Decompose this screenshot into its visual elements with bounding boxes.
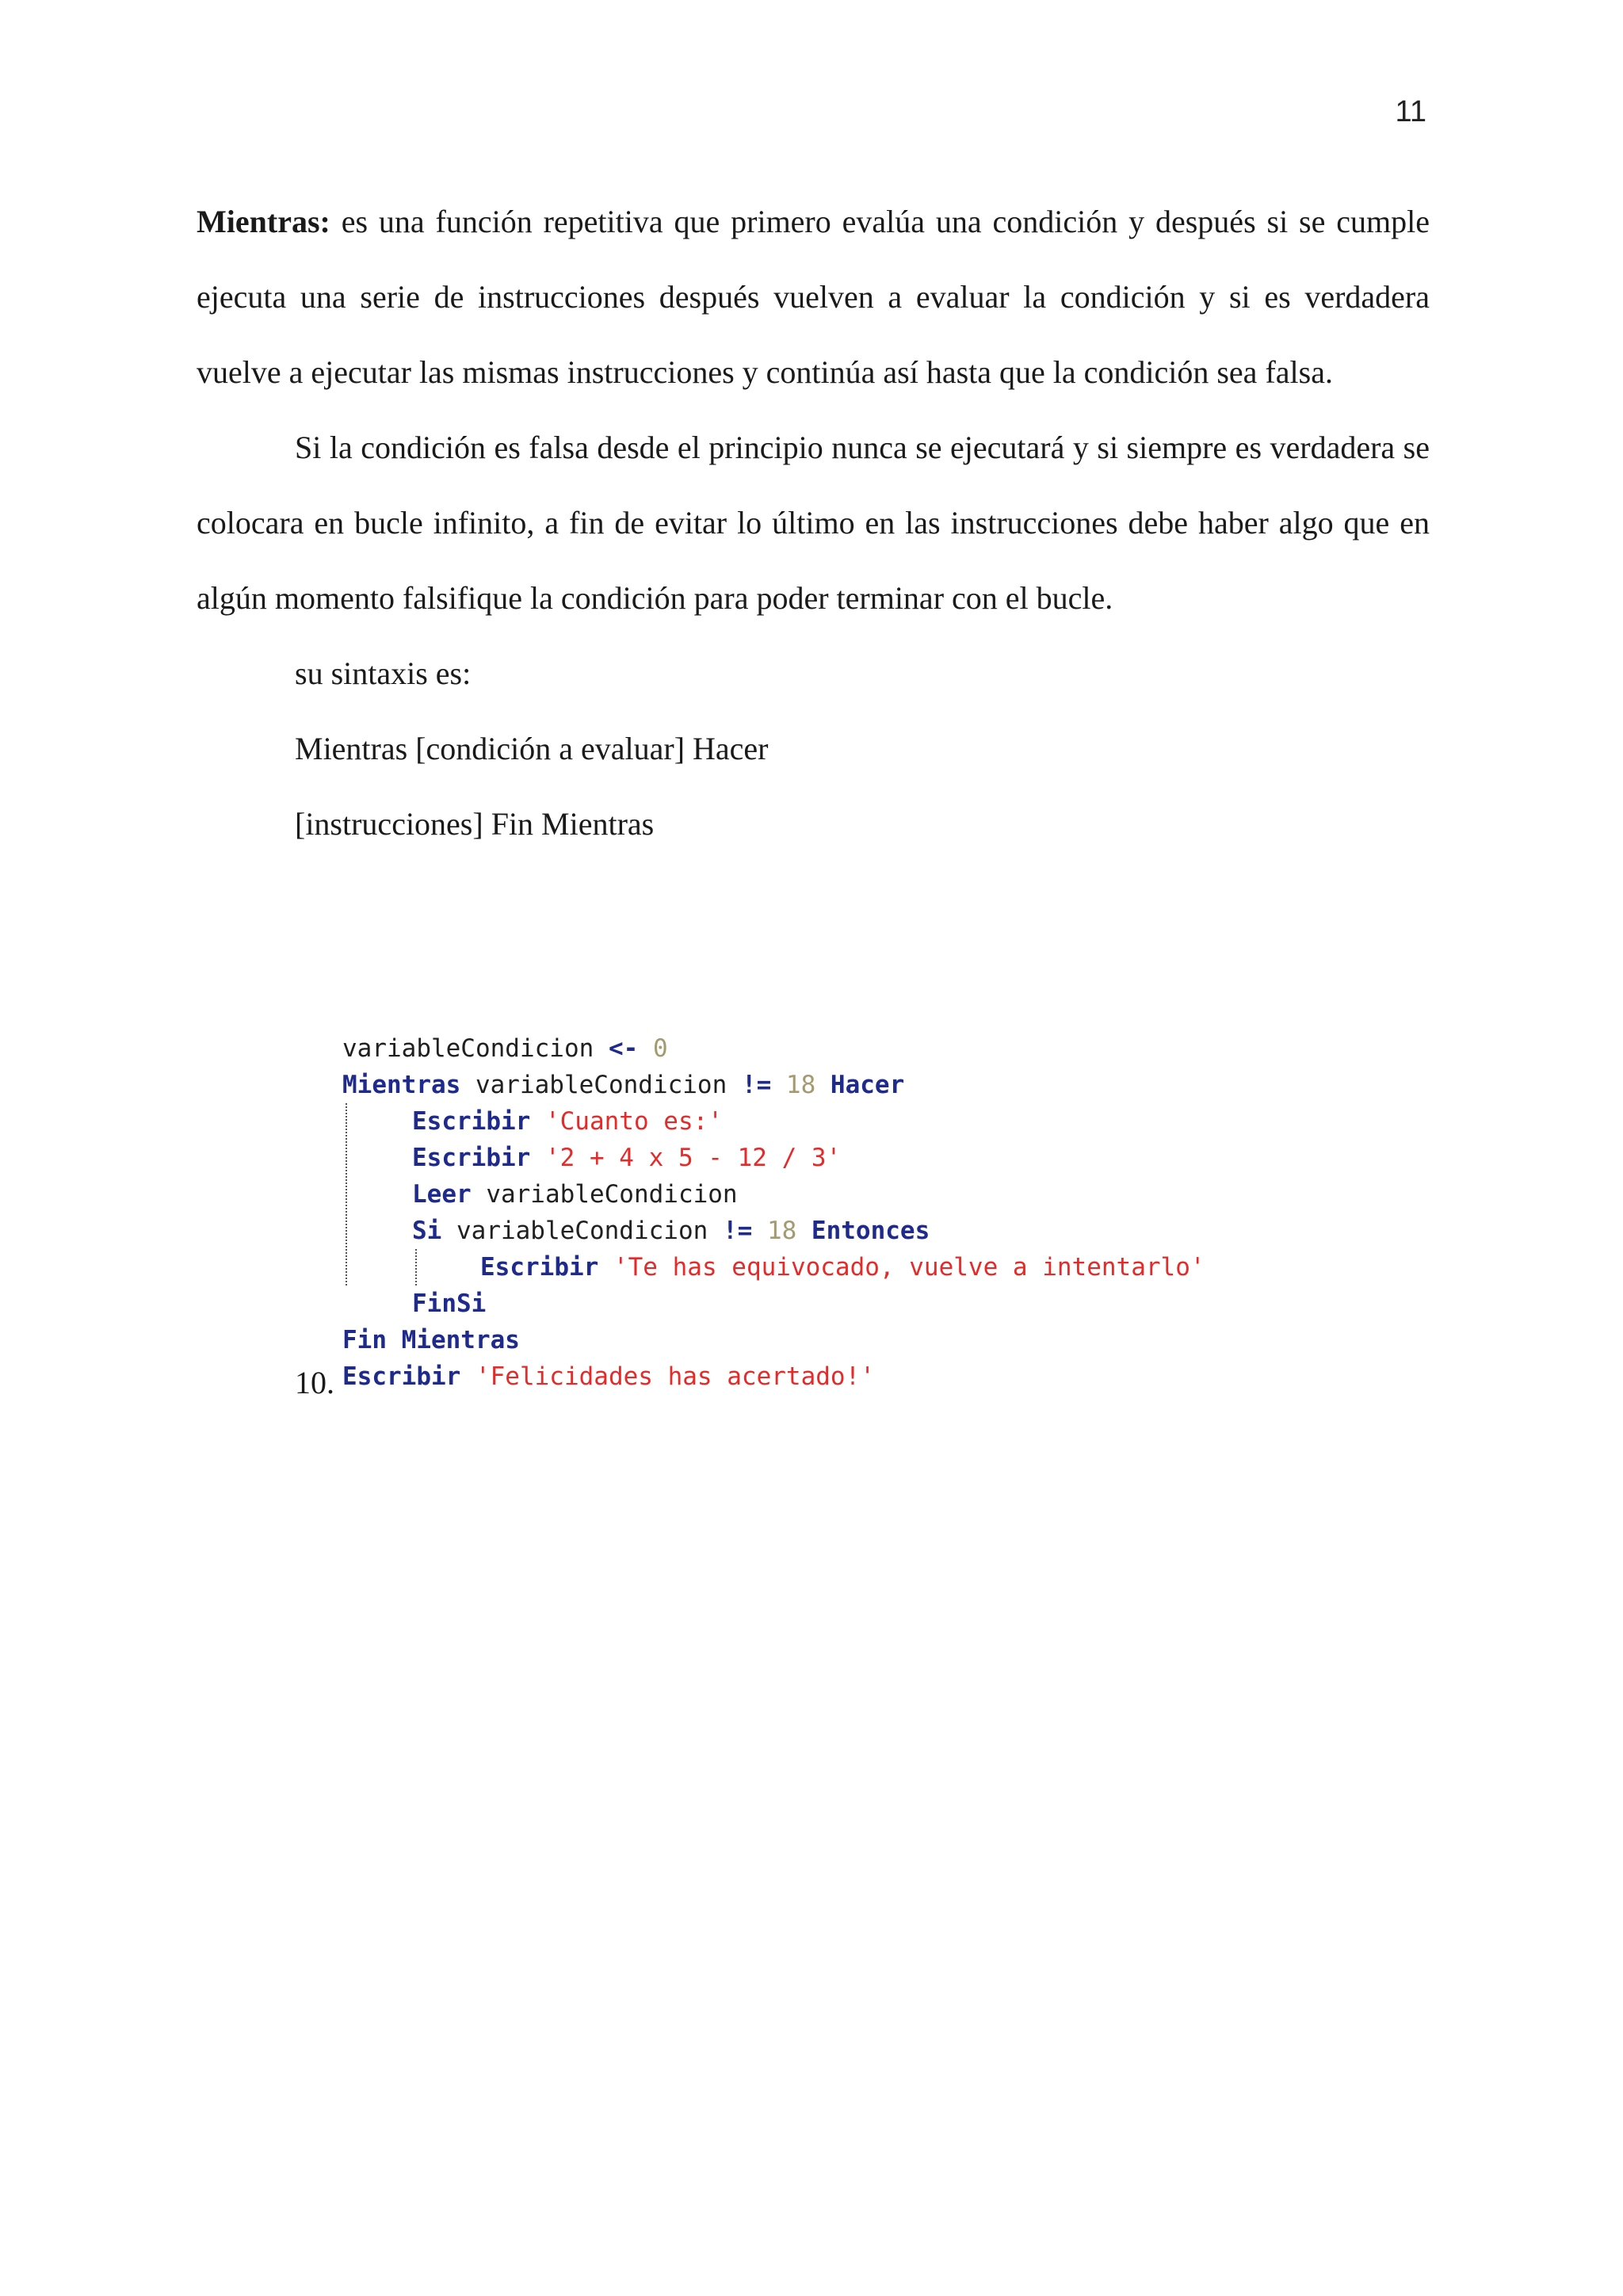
code-operator: !=: [708, 1217, 767, 1245]
code-keyword: Si: [412, 1217, 442, 1245]
code-line-8: [412, 1286, 486, 1322]
code-line-5: [412, 1176, 738, 1213]
code-string: 'Felicidades has acertado!': [460, 1362, 875, 1391]
code-line-3: [412, 1103, 723, 1140]
code-number: 18: [766, 1217, 797, 1245]
code-keyword: Entonces: [796, 1217, 930, 1245]
page-number: 11: [1395, 95, 1426, 128]
code-line-9: [342, 1322, 520, 1358]
code-line-10: [342, 1358, 875, 1395]
code-keyword: Leer: [412, 1180, 472, 1209]
code-keyword: FinSi: [412, 1289, 487, 1318]
code-string: '2 + 4 x 5 - 12 / 3': [530, 1144, 842, 1172]
indent-guide: [415, 1249, 417, 1286]
list-number: 10.: [295, 1365, 334, 1400]
code-line-7: [480, 1249, 1205, 1286]
code-operator: !=: [727, 1071, 786, 1099]
document-body: [197, 184, 1430, 861]
code-identifier: variableCondicion: [460, 1071, 727, 1099]
code-operator: <-: [594, 1034, 653, 1063]
indent-guide: [346, 1103, 347, 1286]
code-keyword: Escribir: [342, 1362, 461, 1391]
code-number: 0: [652, 1034, 668, 1063]
paragraph-syntax-line1: Mientras [condición a evaluar] Hacer: [295, 731, 769, 766]
code-line-2: [342, 1067, 904, 1103]
code-identifier: variableCondicion: [342, 1034, 594, 1063]
paragraph-syntax-intro: su sintaxis es:: [295, 655, 472, 691]
pseudocode-figure: [339, 1027, 1433, 1408]
code-line-6: [412, 1213, 930, 1249]
code-line-4: [412, 1140, 841, 1176]
code-keyword: Escribir: [480, 1253, 599, 1282]
code-keyword: Mientras: [342, 1071, 461, 1099]
definition-text: es una función repetitiva que primero evalúa una condición y después si se cumple ejecuta una serie de instrucciones después vuelven a evaluar la condición y si es verdadera vuelve a ejecutar las mismas instrucciones y continúa así hasta que la condición sea falsa.: [197, 204, 1430, 390]
code-line-1: [342, 1030, 668, 1067]
paragraph-false-condition: Si la condición es falsa desde el principio nunca se ejecutará y si siempre es verdadera se colocara en bucle infinito, a fin de evitar lo último en las instrucciones debe haber algo que en algún momento falsifique la condición para poder terminar con el bucle.: [197, 430, 1430, 616]
code-keyword: Escribir: [412, 1144, 531, 1172]
code-string: 'Cuanto es:': [530, 1107, 723, 1136]
code-keyword: Fin Mientras: [342, 1326, 520, 1354]
term-mientras: Mientras:: [197, 204, 330, 239]
code-keyword: Hacer: [815, 1071, 905, 1099]
code-keyword: Escribir: [412, 1107, 531, 1136]
code-identifier: variableCondicion: [441, 1217, 708, 1245]
paragraph-mientras-definition: [197, 184, 1430, 410]
code-number: 18: [785, 1071, 816, 1099]
paragraph-syntax-line2: [instrucciones] Fin Mientras: [295, 806, 655, 842]
code-string: 'Te has equivocado, vuelve a intentarlo': [598, 1253, 1205, 1282]
code-identifier: variableCondicion: [471, 1180, 738, 1209]
